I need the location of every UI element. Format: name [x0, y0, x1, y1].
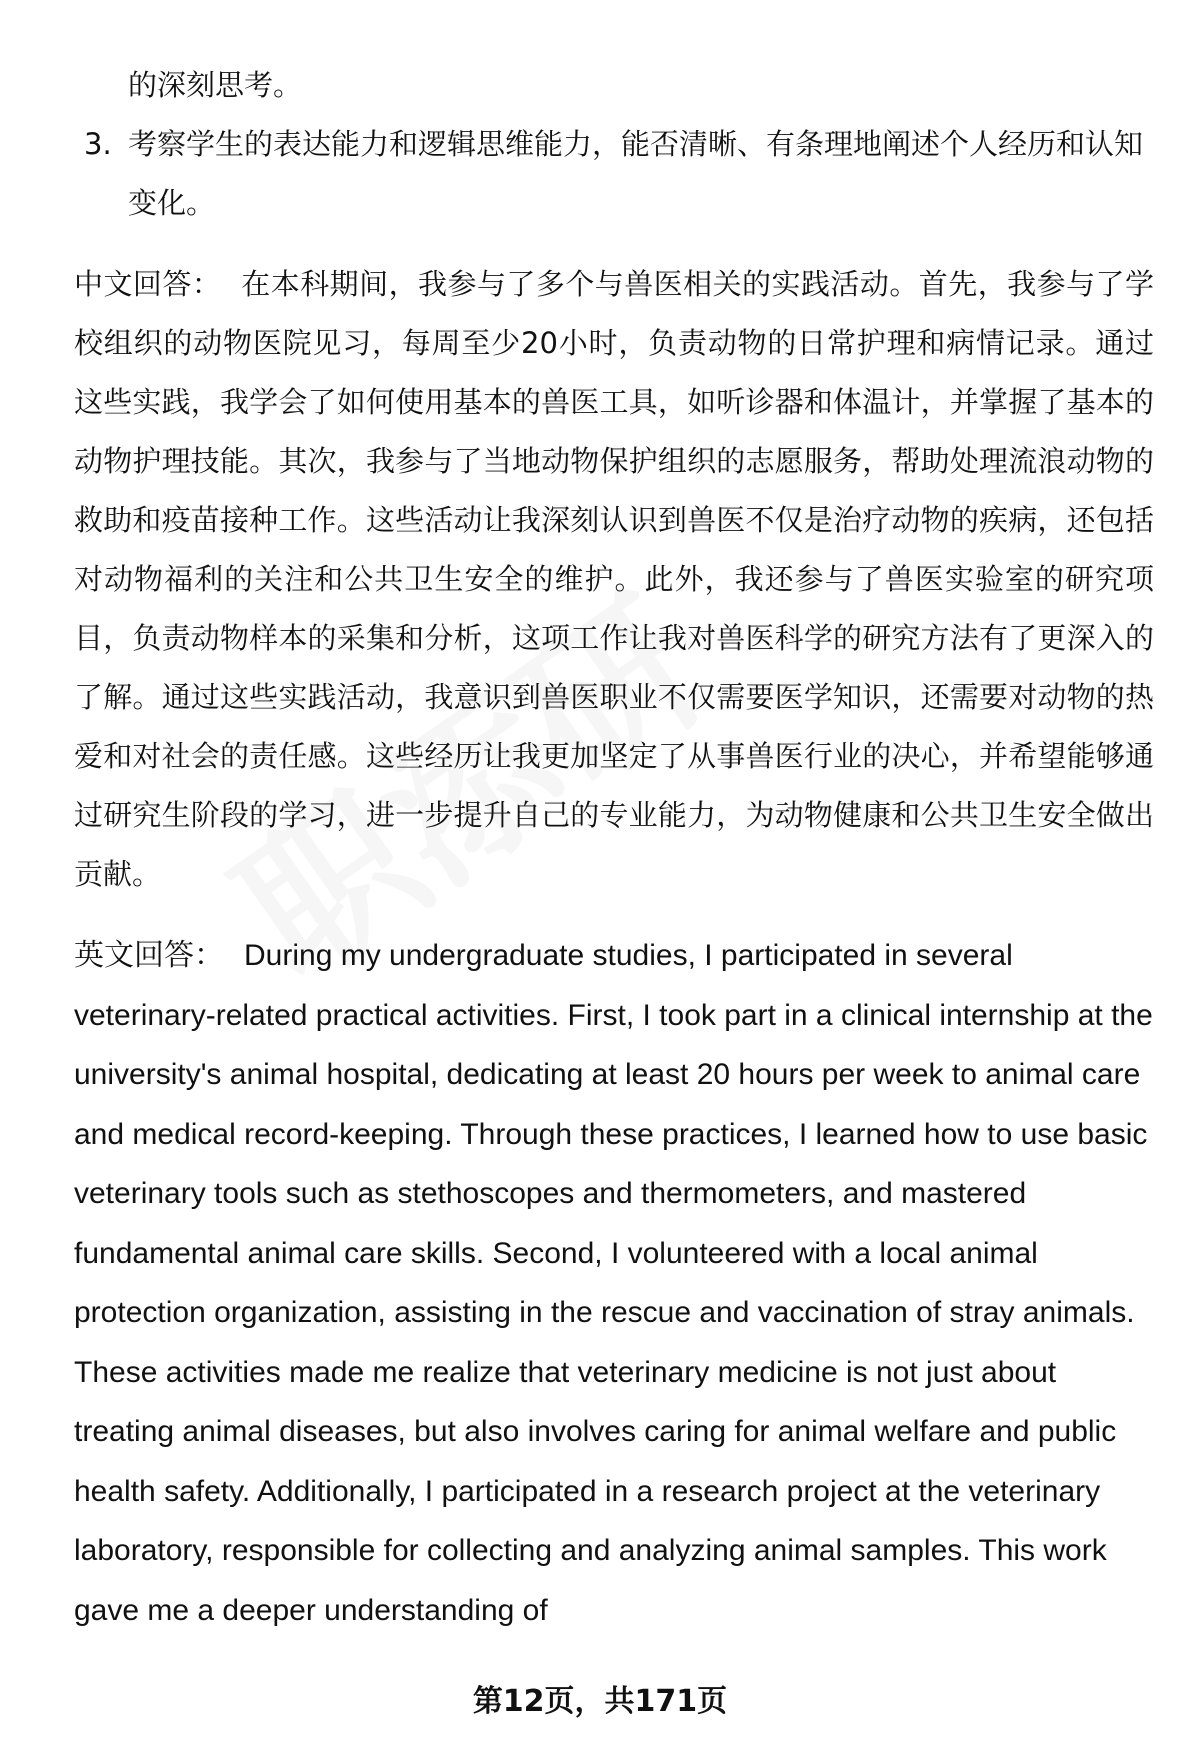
english-answer-text: During my undergraduate studies, I participated in several veterinary-related practical activities. First, I took part in a clinical internship at the university's animal hospital, dedicating at least 20 hours per week to animal care and medical record-keeping. Through these practices, I learned how to use basic veterinary tools such as stethoscopes and thermometers, and mastered fundamental animal care skills. Second, I volunteered with a local animal protection organization, assisting in the rescue and vaccination of stray animals. These activities made me realize that veterinary medicine is not just about treating animal diseases, but also involves caring for animal welfare and public health safety. Additionally, I participated in a research project at the veterinary laboratory, responsible for collecting and analyzing animal samples. This work gave me a deeper understanding of: [74, 939, 1153, 1627]
list-item-number: 3.: [84, 127, 112, 161]
page-content: [74, 56, 1154, 1640]
chinese-answer-text: 在本科期间，我参与了多个与兽医相关的实践活动。首先，我参与了学校组织的动物医院见习，每周至少20小时，负责动物的日常护理和病情记录。通过这些实践，我学会了如何使用基本的兽医工具，如听诊器和体温计，并掌握了基本的动物护理技能。其次，我参与了当地动物保护组织的志愿服务，帮助处理流浪动物的救助和疫苗接种工作。这些活动让我深刻认识到兽医不仅是治疗动物的疾病，还包括对动物福利的关注和公共卫生安全的维护。此外，我还参与了兽医实验室的研究项目，负责动物样本的采集和分析，这项工作让我对兽医科学的研究方法有了更深入的了解。通过这些实践活动，我意识到兽医职业不仅需要医学知识，还需要对动物的热爱和对社会的责任感。这些经历让我更加坚定了从事兽医行业的决心，并希望能够通过研究生阶段的学习，进一步提升自己的专业能力，为动物健康和公共卫生安全做出贡献。: [74, 267, 1154, 891]
chinese-answer-paragraph: [74, 255, 1154, 904]
chinese-answer-label: 中文回答：: [74, 267, 222, 301]
list-item-3: [74, 115, 1154, 233]
list-item-continuation: 的深刻思考。: [128, 68, 303, 102]
list-item-text: 考察学生的表达能力和逻辑思维能力，能否清晰、有条理地阐述个人经历和认知变化。: [128, 127, 1144, 220]
page-number-footer: 第12页，共171页: [472, 1684, 728, 1719]
english-answer-label: 英文回答：: [74, 939, 224, 972]
english-answer-paragraph: [74, 926, 1154, 1640]
